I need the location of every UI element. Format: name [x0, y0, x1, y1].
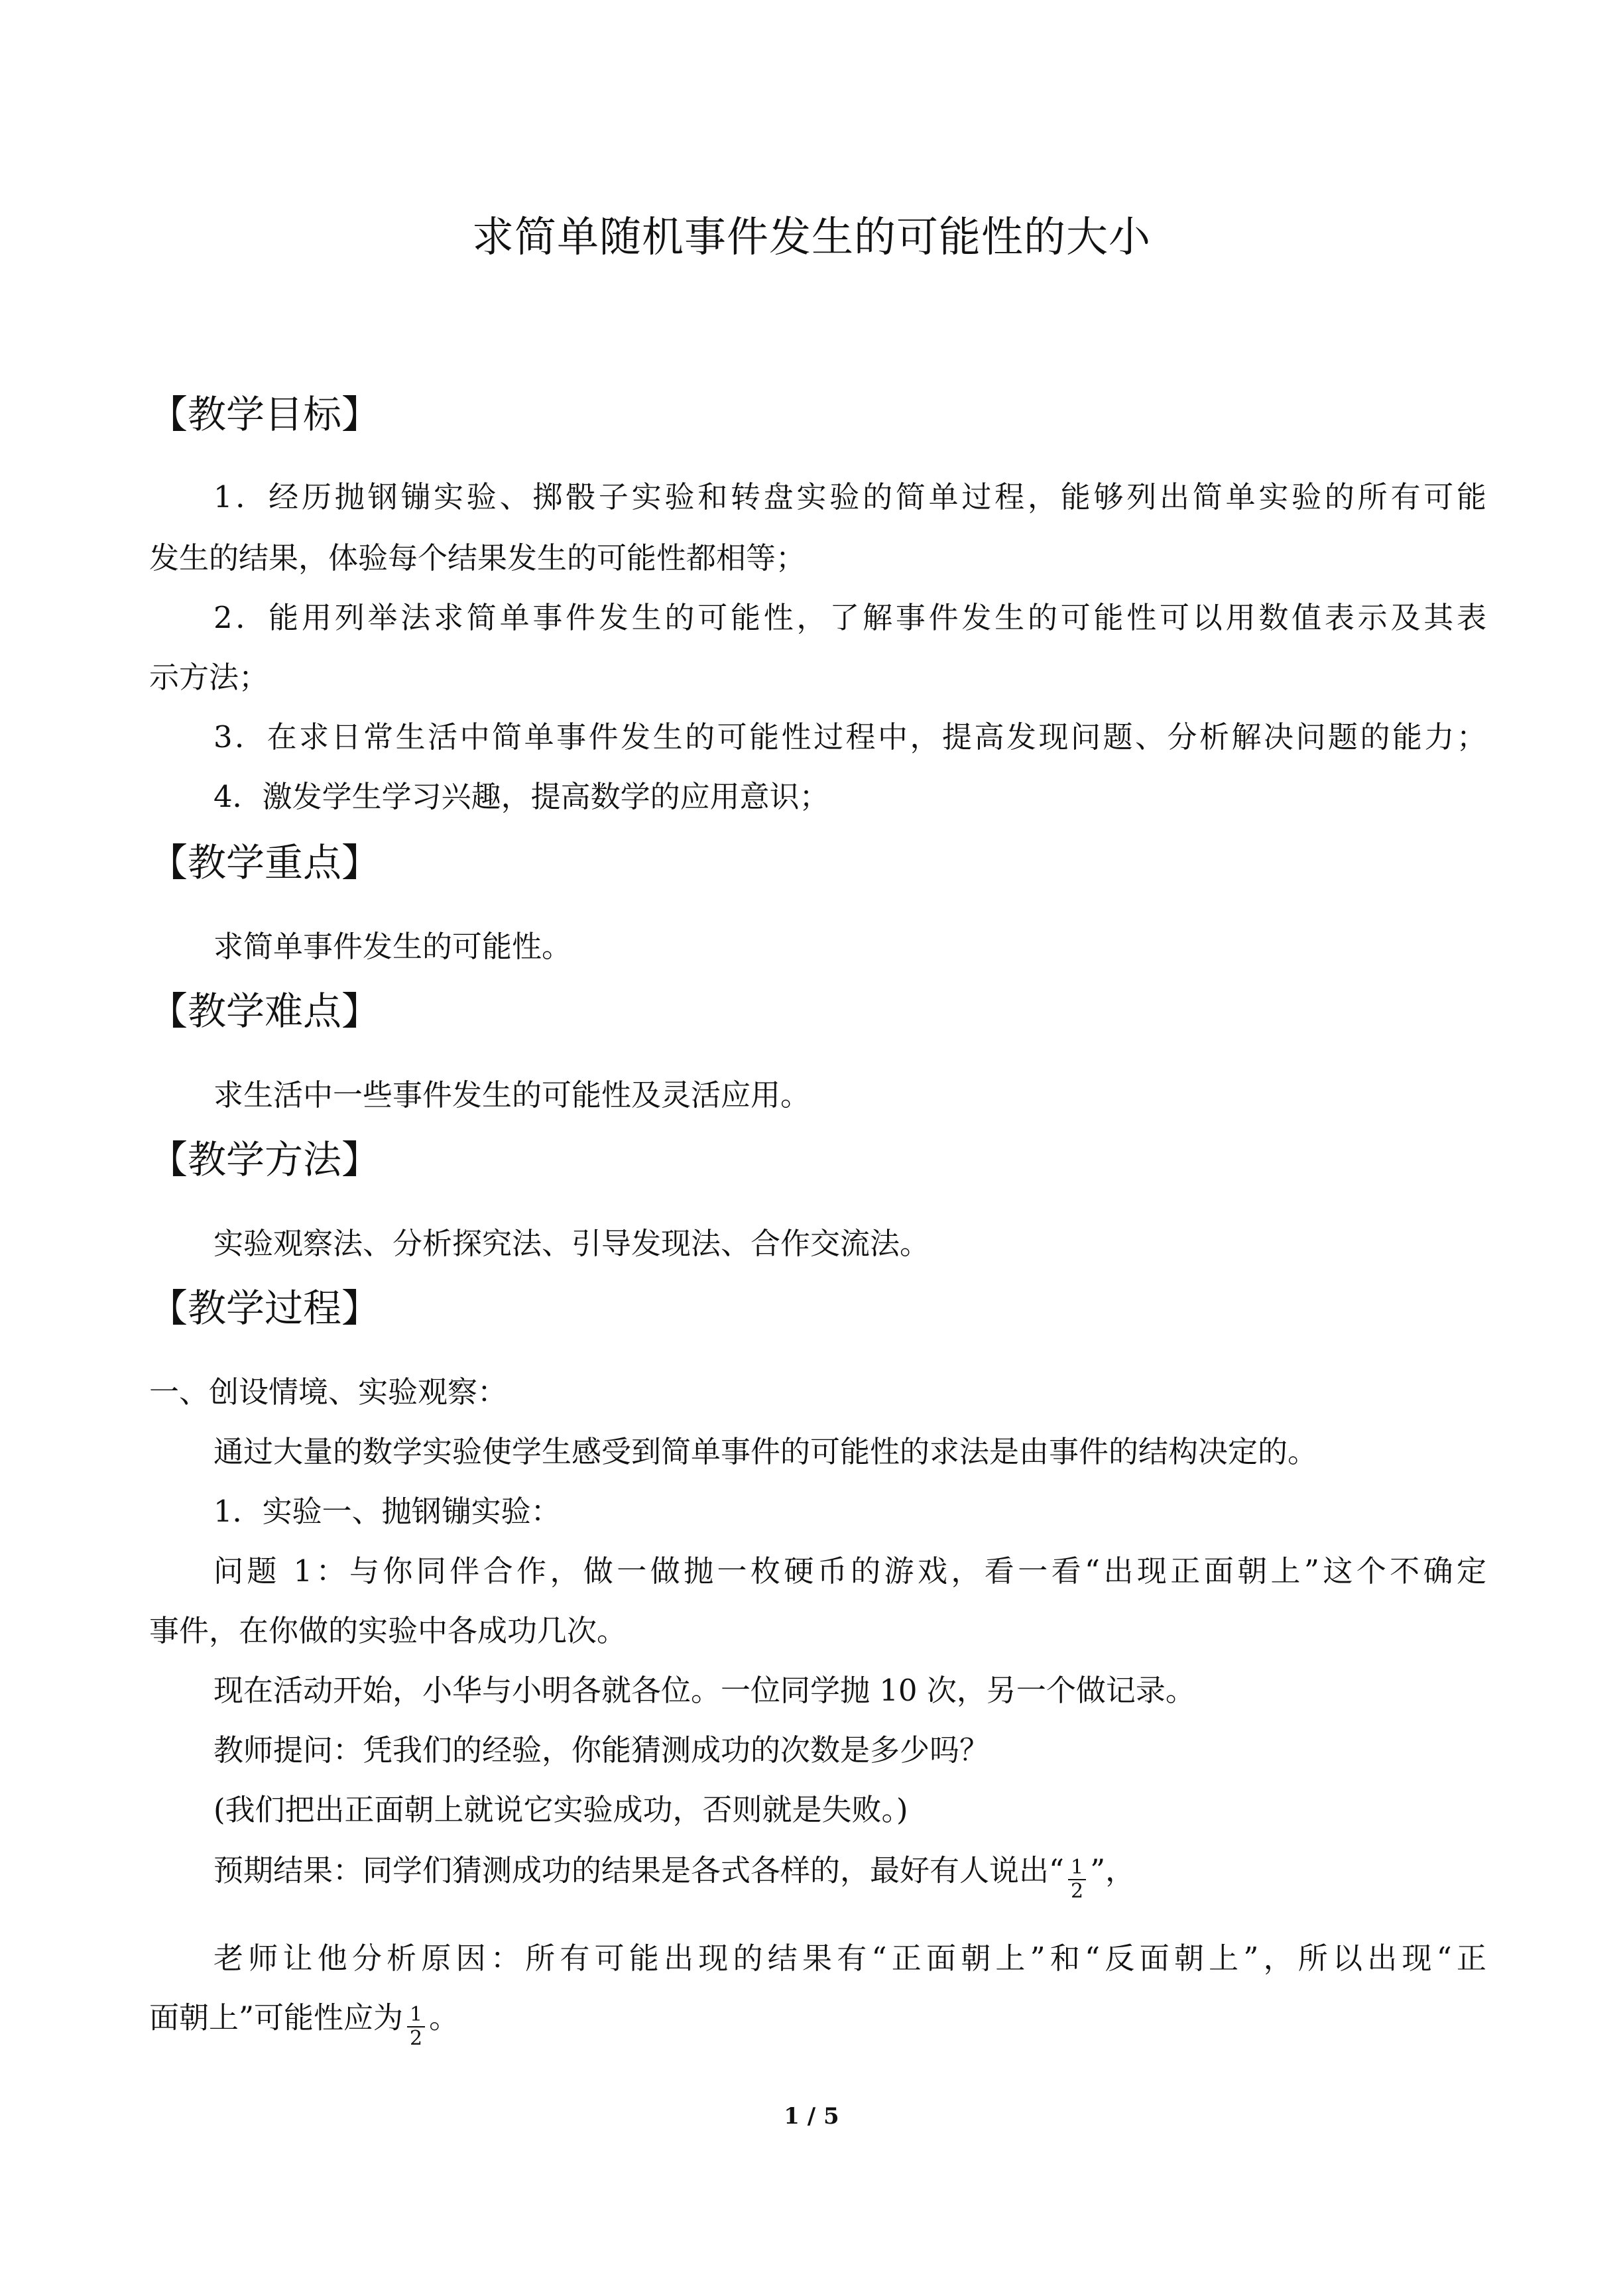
analysis-line-2-end: 。	[429, 2000, 459, 2035]
fraction-one-half-2	[407, 2004, 425, 2050]
teacher-question: 教师提问：凭我们的经验，你能猜测成功的次数是多少吗？	[213, 1732, 990, 1768]
process-heading: 【教学过程】	[149, 1286, 381, 1331]
fraction-one-half	[1068, 1856, 1086, 1903]
analysis-line-2	[149, 1997, 459, 2050]
expected-result-text: 预期结果：同学们猜测成功的结果是各式各样的，最好有人说出“	[213, 1852, 1065, 1888]
activity-text: 现在活动开始，小华与小明各就各位。一位同学抛 10 次，另一个做记录。	[213, 1673, 1195, 1708]
document-title: 求简单随机事件发生的可能性的大小	[472, 213, 1151, 261]
analysis-line-2-text: 面朝上”可能性应为	[149, 2000, 404, 2035]
definition-note: (我们把出正面朝上就说它实验成功，否则就是失败。)	[213, 1792, 908, 1827]
methods-text: 实验观察法、分析探究法、引导发现法、合作交流法。	[213, 1226, 930, 1261]
process-intro: 通过大量的数学实验使学生感受到简单事件的可能性的求法是由事件的结构决定的。	[213, 1434, 1318, 1469]
expected-result-end: ”，	[1090, 1852, 1136, 1888]
objective-1-line-2: 发生的结果，体验每个结果发生的可能性都相等；	[149, 540, 806, 575]
fraction-numerator-2: 1	[407, 2004, 425, 2027]
question-1-line-1: 问题 1：与你同伴合作，做一做抛一枚硬币的游戏，看一看“出现正面朝上”这个不确定	[213, 1553, 1486, 1589]
objectives-heading: 【教学目标】	[149, 392, 381, 437]
key-points-text: 求简单事件发生的可能性。	[213, 929, 572, 964]
objective-4: 4．激发学生学习兴趣，提高数学的应用意识；	[213, 779, 829, 814]
fraction-numerator: 1	[1068, 1856, 1086, 1880]
process-part-1: 一、创设情境、实验观察：	[149, 1374, 508, 1410]
objective-3: 3．在求日常生活中简单事件发生的可能性过程中，提高发现问题、分析解决问题的能力；	[213, 719, 1486, 755]
analysis-line-1: 老师让他分析原因：所有可能出现的结果有“正面朝上”和“反面朝上”，所以出现“正	[213, 1941, 1486, 1976]
objective-1-line-1: 1．经历抛钢镚实验、掷骰子实验和转盘实验的简单过程，能够列出简单实验的所有可能	[213, 479, 1486, 514]
question-1-line-2: 事件，在你做的实验中各成功几次。	[149, 1613, 627, 1648]
fraction-denominator-2: 2	[410, 2027, 423, 2050]
experiment-1-title: 1．实验一、抛钢镚实验：	[213, 1494, 561, 1529]
objective-2-line-2: 示方法；	[149, 660, 269, 695]
methods-heading: 【教学方法】	[149, 1137, 381, 1182]
difficulties-heading: 【教学难点】	[149, 989, 381, 1034]
objective-2-line-1: 2．能用列举法求简单事件发生的可能性，了解事件发生的可能性可以用数值表示及其表	[213, 600, 1486, 635]
page-number: 1 / 5	[784, 2103, 839, 2130]
difficulties-text: 求生活中一些事件发生的可能性及灵活应用。	[213, 1077, 811, 1113]
key-points-heading: 【教学重点】	[149, 840, 381, 885]
fraction-denominator: 2	[1071, 1880, 1084, 1903]
expected-result	[213, 1850, 1136, 1903]
